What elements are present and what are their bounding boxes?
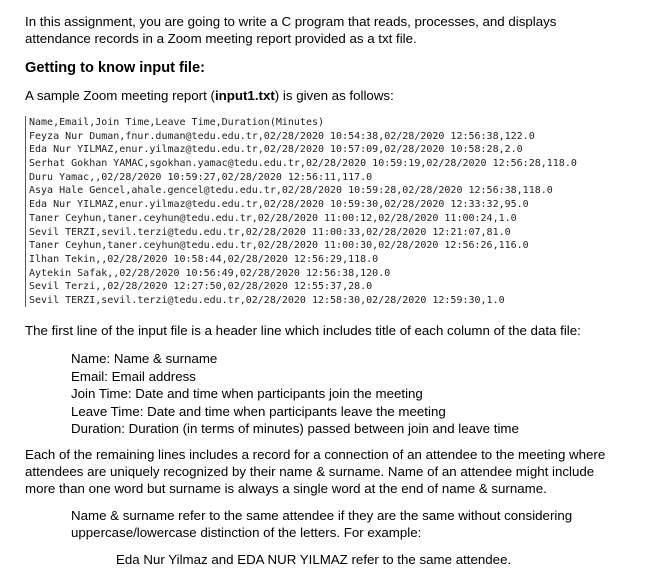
field-duration: Duration: Duration (in terms of minutes) passed between join and leave time	[71, 421, 519, 436]
sample-intro-before: A sample Zoom meeting report (	[25, 88, 215, 103]
intro-paragraph: In this assignment, you are going to write a C program that reads, processes, and displays attendance records in a Zoom meeting report provided as a txt file.	[25, 14, 557, 46]
sample-intro	[25, 87, 625, 104]
file-record-line: Ilhan Tekin,,02/28/2020 10:58:44,02/28/2020 12:56:29,118.0	[29, 253, 379, 265]
sample-intro-after: ) is given as follows:	[274, 88, 394, 103]
file-record-line: Serhat Gokhan YAMAC,sgokhan.yamac@tedu.edu.tr,02/28/2020 10:59:19,02/28/2020 12:56:28,118.0	[29, 158, 577, 170]
same-attendee-note: Name & surname refer to the same attendee if they are the same without considering uppercase/lowercase distinction of the letters. For example:	[71, 508, 573, 540]
file-record-line: Sevil TERZI,sevil.terzi@tedu.edu.tr,02/28/2020 12:58:30,02/28/2020 12:59:30,1.0	[29, 294, 505, 306]
file-record-line: Eda Nur YILMAZ,enur.yilmaz@tedu.edu.tr,02/28/2020 10:59:30,02/28/2020 12:33:32,95.0	[29, 199, 529, 211]
sample-file-listing	[25, 116, 622, 307]
file-record-line: Eda Nur YILMAZ,enur.yilmaz@tedu.edu.tr,02/28/2020 10:57:09,02/28/2020 10:58:28,2.0	[29, 144, 523, 156]
file-header-line: Name,Email,Join Time,Leave Time,Duration(Minutes)	[29, 117, 325, 128]
file-record-line: Taner Ceyhun,taner.ceyhun@tedu.edu.tr,02/28/2020 11:00:12,02/28/2020 11:00:24,1.0	[29, 212, 517, 224]
section-heading: Getting to know input file:	[25, 60, 205, 76]
file-record-line: Aytekin Safak,,02/28/2020 10:56:49,02/28/2020 12:56:38,120.0	[29, 267, 391, 279]
field-join-time: Join Time: Date and time when participants join the meeting	[71, 386, 423, 401]
field-email: Email: Email address	[71, 368, 196, 384]
file-record-line: Asya Hale Gencel,ahale.gencel@tedu.edu.tr,02/28/2020 10:59:28,02/28/2020 12:56:38,118.0	[29, 185, 553, 197]
file-record-line: Feyza Nur Duman,fnur.duman@tedu.edu.tr,02/28/2020 10:54:38,02/28/2020 12:56:38,122.0	[29, 130, 535, 142]
field-name: Name: Name & surname	[71, 351, 218, 366]
file-record-line: Duru Yamac,,02/28/2020 10:59:27,02/28/2020 12:56:11,117.0	[29, 171, 373, 183]
file-record-line: Taner Ceyhun,taner.ceyhun@tedu.edu.tr,02/28/2020 11:00:30,02/28/2020 12:56:26,116.0	[29, 240, 529, 252]
sample-filename: input1.txt	[214, 88, 275, 103]
records-description: Each of the remaining lines includes a record for a connection of an attendee to the meeting where attendees are uniquely recognized by their name & surname. Name of an attendee might include more than one word but surname is always a single word at the end of name & surname.	[25, 447, 606, 496]
field-leave-time: Leave Time: Date and time when participants leave the meeting	[71, 403, 446, 419]
example-sentence: Eda Nur Yilmaz and EDA NUR YILMAZ refer to the same attendee.	[116, 552, 512, 567]
file-record-line: Sevil TERZI,sevil.terzi@tedu.edu.tr,02/28/2020 11:00:33,02/28/2020 12:21:07,81.0	[29, 226, 511, 238]
header-description: The first line of the input file is a header line which includes title of each column of the data file:	[25, 323, 581, 338]
field-list	[71, 350, 519, 438]
file-record-line: Sevil Terzi,,02/28/2020 12:27:50,02/28/2020 12:55:37,28.0	[29, 281, 373, 293]
